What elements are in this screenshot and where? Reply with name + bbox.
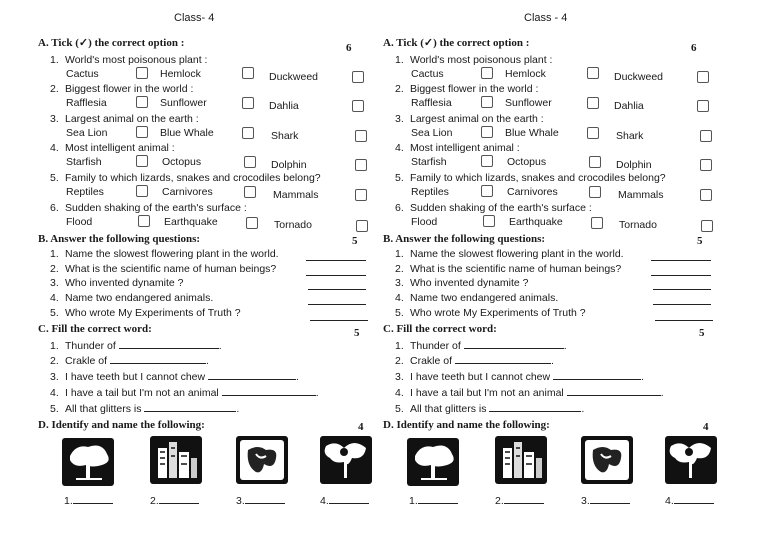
question-a2: 2. Biggest flower in the world : <box>395 83 539 95</box>
question-a4: 4. Most intelligent animal : <box>50 142 175 154</box>
option-a4-1: Starfish <box>66 156 102 168</box>
section-a-marks: 6 <box>691 42 697 54</box>
option-a5-3-checkbox[interactable] <box>355 189 367 201</box>
question-c1: 1. Thunder of . <box>395 340 567 352</box>
option-a1-2-checkbox[interactable] <box>242 67 254 79</box>
option-a6-3-checkbox[interactable] <box>701 220 713 232</box>
question-b4: 4. Name two endangered animals. <box>395 292 559 304</box>
fill-blank-c3[interactable] <box>553 371 641 380</box>
section-c-marks: 5 <box>354 327 360 339</box>
worksheet-left <box>38 34 378 534</box>
picture-answer-1[interactable] <box>418 495 458 504</box>
fill-blank-c2[interactable] <box>110 355 206 364</box>
picture-city <box>150 436 202 484</box>
question-c5: 5. All that glitters is . <box>50 403 240 415</box>
option-a3-2: Blue Whale <box>505 127 559 139</box>
answer-line-b3[interactable] <box>653 289 711 290</box>
option-a3-1-checkbox[interactable] <box>481 126 493 138</box>
option-a2-3-checkbox[interactable] <box>352 100 364 112</box>
answer-line-b1[interactable] <box>651 260 711 261</box>
question-b4: 4. Name two endangered animals. <box>50 292 214 304</box>
answer-line-b4[interactable] <box>308 304 366 305</box>
fill-blank-c1[interactable] <box>119 340 219 349</box>
option-a5-1-checkbox[interactable] <box>481 185 493 197</box>
option-a6-2-checkbox[interactable] <box>591 217 603 229</box>
option-a3-3-checkbox[interactable] <box>355 130 367 142</box>
question-a1: 1. World's most poisonous plant : <box>50 54 208 66</box>
option-a2-2-checkbox[interactable] <box>242 97 254 109</box>
option-a3-3-checkbox[interactable] <box>700 130 712 142</box>
section-d-marks: 4 <box>358 421 364 433</box>
option-a4-2-checkbox[interactable] <box>244 156 256 168</box>
option-a4-3-checkbox[interactable] <box>700 159 712 171</box>
worksheet-right <box>383 34 723 534</box>
option-a6-3: Tornado <box>619 219 657 231</box>
option-a6-1: Flood <box>66 216 93 228</box>
picture-tree <box>62 438 114 486</box>
picture-answer-4[interactable] <box>329 495 369 504</box>
question-b1: 1. Name the slowest flowering plant in the world. <box>50 248 279 260</box>
picture-label-4: 4. <box>320 495 369 507</box>
answer-line-b5[interactable] <box>310 320 368 321</box>
section-d-heading: D. Identify and name the following: <box>383 419 550 431</box>
option-a5-2: Carnivores <box>162 186 213 198</box>
question-b5: 5. Who wrote My Experiments of Truth ? <box>395 307 586 319</box>
option-a3-2-checkbox[interactable] <box>242 127 254 139</box>
fill-blank-c2[interactable] <box>455 355 551 364</box>
option-a6-2: Earthquake <box>509 216 563 228</box>
option-a1-1: Cactus <box>66 68 99 80</box>
section-a-heading: A. Tick (✓) the correct option : <box>38 37 185 49</box>
option-a1-3: Duckweed <box>614 71 664 83</box>
option-a1-1: Cactus <box>411 68 444 80</box>
option-a2-3: Dahlia <box>614 100 644 112</box>
option-a1-2: Hemlock <box>505 68 546 80</box>
section-b-heading: B. Answer the following questions: <box>383 233 546 245</box>
option-a6-1-checkbox[interactable] <box>138 215 150 227</box>
question-b3: 3. Who invented dynamite ? <box>395 277 529 289</box>
option-a5-1: Reptiles <box>411 186 449 198</box>
question-c2: 2. Crakle of . <box>50 355 209 367</box>
picture-city <box>495 436 547 484</box>
picture-label-2: 2. <box>150 495 199 507</box>
option-a4-3-checkbox[interactable] <box>355 159 367 171</box>
option-a4-1-checkbox[interactable] <box>481 155 493 167</box>
option-a2-1-checkbox[interactable] <box>481 96 493 108</box>
section-b-marks: 5 <box>352 235 358 247</box>
question-b2: 2. What is the scientific name of human beings? <box>395 263 622 275</box>
option-a6-3: Tornado <box>274 219 312 231</box>
option-a1-1-checkbox[interactable] <box>481 67 493 79</box>
question-a1: 1. World's most poisonous plant : <box>395 54 553 66</box>
option-a2-1-checkbox[interactable] <box>136 96 148 108</box>
option-a4-3: Dolphin <box>616 159 652 171</box>
fill-blank-c5[interactable] <box>489 403 581 412</box>
option-a1-3: Duckweed <box>269 71 319 83</box>
option-a5-1-checkbox[interactable] <box>136 185 148 197</box>
class-label-left: Class- 4 <box>174 12 215 24</box>
option-a6-2: Earthquake <box>164 216 218 228</box>
picture-organ <box>581 436 633 484</box>
question-a3: 3. Largest animal on the earth : <box>50 113 199 125</box>
option-a2-1: Rafflesia <box>66 97 107 109</box>
option-a6-1: Flood <box>411 216 438 228</box>
option-a1-2-checkbox[interactable] <box>587 67 599 79</box>
answer-line-b5[interactable] <box>655 320 713 321</box>
picture-organ <box>236 436 288 484</box>
option-a1-3-checkbox[interactable] <box>697 71 709 83</box>
option-a3-3: Shark <box>616 130 644 142</box>
picture-label-2: 2. <box>495 495 544 507</box>
option-a3-2: Blue Whale <box>160 127 214 139</box>
fill-blank-c5[interactable] <box>144 403 236 412</box>
option-a2-2: Sunflower <box>505 97 552 109</box>
answer-line-b3[interactable] <box>308 289 366 290</box>
option-a5-2-checkbox[interactable] <box>244 186 256 198</box>
option-a5-2-checkbox[interactable] <box>589 186 601 198</box>
picture-answer-2[interactable] <box>504 495 544 504</box>
picture-label-1: 1. <box>409 495 458 507</box>
option-a2-2-checkbox[interactable] <box>587 97 599 109</box>
picture-tree <box>407 438 459 486</box>
picture-label-3: 3. <box>236 495 285 507</box>
question-a4: 4. Most intelligent animal : <box>395 142 520 154</box>
option-a6-3-checkbox[interactable] <box>356 220 368 232</box>
option-a3-1-checkbox[interactable] <box>136 126 148 138</box>
picture-answer-3[interactable] <box>590 495 630 504</box>
option-a5-3: Mammals <box>273 189 319 201</box>
section-d-heading: D. Identify and name the following: <box>38 419 205 431</box>
option-a3-1: Sea Lion <box>411 127 453 139</box>
option-a5-1: Reptiles <box>66 186 104 198</box>
picture-answer-1[interactable] <box>73 495 113 504</box>
option-a2-3: Dahlia <box>269 100 299 112</box>
picture-answer-3[interactable] <box>245 495 285 504</box>
option-a5-2: Carnivores <box>507 186 558 198</box>
picture-label-4: 4. <box>665 495 714 507</box>
option-a1-3-checkbox[interactable] <box>352 71 364 83</box>
question-b3: 3. Who invented dynamite ? <box>50 277 184 289</box>
question-a6: 6. Sudden shaking of the earth's surface : <box>50 202 247 214</box>
answer-line-b2[interactable] <box>306 275 366 276</box>
section-c-heading: C. Fill the correct word: <box>383 323 497 335</box>
option-a2-2: Sunflower <box>160 97 207 109</box>
option-a4-3: Dolphin <box>271 159 307 171</box>
question-b1: 1. Name the slowest flowering plant in the world. <box>395 248 624 260</box>
question-c3: 3. I have teeth but I cannot chew . <box>50 371 299 383</box>
section-d-marks: 4 <box>703 421 709 433</box>
question-c3: 3. I have teeth but I cannot chew . <box>395 371 644 383</box>
option-a3-1: Sea Lion <box>66 127 108 139</box>
fill-blank-c4[interactable] <box>567 387 661 396</box>
question-c2: 2. Crakle of . <box>395 355 554 367</box>
question-c1: 1. Thunder of . <box>50 340 222 352</box>
option-a5-3-checkbox[interactable] <box>700 189 712 201</box>
question-a6: 6. Sudden shaking of the earth's surface : <box>395 202 592 214</box>
option-a3-3: Shark <box>271 130 299 142</box>
option-a4-2: Octopus <box>162 156 202 168</box>
option-a1-1-checkbox[interactable] <box>136 67 148 79</box>
answer-line-b4[interactable] <box>653 304 711 305</box>
option-a4-2-checkbox[interactable] <box>589 156 601 168</box>
picture-flower-plant <box>320 436 372 484</box>
question-a5: 5. Family to which lizards, snakes and crocodiles belong? <box>50 172 321 184</box>
question-b2: 2. What is the scientific name of human beings? <box>50 263 277 275</box>
question-a5: 5. Family to which lizards, snakes and crocodiles belong? <box>395 172 666 184</box>
picture-answer-4[interactable] <box>674 495 714 504</box>
question-a3: 3. Largest animal on the earth : <box>395 113 544 125</box>
question-c5: 5. All that glitters is . <box>395 403 585 415</box>
question-b5: 5. Who wrote My Experiments of Truth ? <box>50 307 241 319</box>
section-a-marks: 6 <box>346 42 352 54</box>
option-a4-1: Starfish <box>411 156 447 168</box>
picture-label-3: 3. <box>581 495 630 507</box>
section-b-heading: B. Answer the following questions: <box>38 233 201 245</box>
option-a5-3: Mammals <box>618 189 664 201</box>
fill-blank-c3[interactable] <box>208 371 296 380</box>
question-c4: 4. I have a tail but I'm not an animal . <box>395 387 664 399</box>
option-a4-2: Octopus <box>507 156 547 168</box>
option-a4-1-checkbox[interactable] <box>136 155 148 167</box>
option-a1-2: Hemlock <box>160 68 201 80</box>
picture-label-1: 1. <box>64 495 113 507</box>
option-a3-2-checkbox[interactable] <box>587 127 599 139</box>
section-c-marks: 5 <box>699 327 705 339</box>
section-a-heading: A. Tick (✓) the correct option : <box>383 37 530 49</box>
section-b-marks: 5 <box>697 235 703 247</box>
option-a2-3-checkbox[interactable] <box>697 100 709 112</box>
question-a2: 2. Biggest flower in the world : <box>50 83 194 95</box>
class-label-right: Class - 4 <box>524 12 568 24</box>
picture-answer-2[interactable] <box>159 495 199 504</box>
question-c4: 4. I have a tail but I'm not an animal . <box>50 387 319 399</box>
fill-blank-c4[interactable] <box>222 387 316 396</box>
answer-line-b2[interactable] <box>651 275 711 276</box>
option-a2-1: Rafflesia <box>411 97 452 109</box>
option-a6-1-checkbox[interactable] <box>483 215 495 227</box>
option-a6-2-checkbox[interactable] <box>246 217 258 229</box>
section-c-heading: C. Fill the correct word: <box>38 323 152 335</box>
answer-line-b1[interactable] <box>306 260 366 261</box>
fill-blank-c1[interactable] <box>464 340 564 349</box>
picture-flower-plant <box>665 436 717 484</box>
